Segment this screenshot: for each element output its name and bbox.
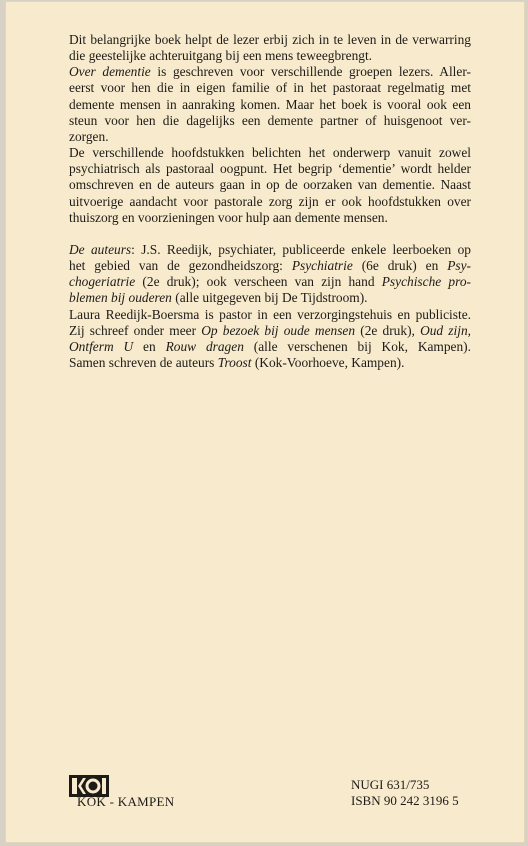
text-segment: (Kok-Voorhoeve, Kampen). bbox=[251, 354, 405, 370]
text-line bbox=[69, 194, 471, 210]
cover-footer bbox=[69, 775, 471, 811]
isbn-code: ISBN 90 242 3196 5 bbox=[351, 793, 459, 808]
text-segment: steun voor hen die dagelijks een demente partner of huisgenoot ver- bbox=[69, 112, 471, 128]
paragraph bbox=[69, 64, 471, 145]
text-line bbox=[69, 32, 471, 48]
text-segment: psychiatrisch als pastoraal oogpunt. Het begrip ‘dementie’ wordt helder bbox=[69, 161, 471, 177]
text-line bbox=[69, 258, 471, 274]
italic-title: blemen bij ouderen bbox=[69, 290, 172, 306]
text-segment: Zij schreef onder meer bbox=[69, 322, 202, 338]
text-segment: eerst voor hen die in eigen familie of in het pastoraat regelmatig met bbox=[69, 80, 471, 96]
italic-title: Ontferm U bbox=[69, 338, 134, 354]
blurb-text bbox=[69, 32, 471, 371]
italic-title: Psychiatrie bbox=[291, 258, 353, 274]
text-line bbox=[69, 64, 471, 80]
text-segment: (2e druk), bbox=[355, 322, 421, 338]
text-line bbox=[69, 80, 471, 96]
text-line bbox=[69, 145, 471, 161]
text-line bbox=[69, 161, 471, 177]
text-line bbox=[69, 355, 471, 371]
text-segment: en bbox=[133, 338, 166, 354]
italic-title: De auteurs bbox=[69, 241, 132, 257]
text-segment: demente mensen in aanraking komen. Maar het boek is vooral ook een bbox=[69, 96, 471, 112]
text-segment: De verschillende hoofdstukken belichten het onderwerp vanuit zowel bbox=[69, 145, 471, 161]
text-segment: uitvoerige aandacht voor pastorale zorg zijn er ook hoofdstukken over bbox=[69, 193, 471, 209]
text-line bbox=[69, 210, 471, 226]
text-line bbox=[69, 177, 471, 193]
book-back-cover bbox=[6, 2, 524, 842]
book-codes bbox=[351, 777, 471, 809]
text-segment: Dit belangrijke boek helpt de lezer erbij zich in te leven in de verwarring bbox=[69, 32, 471, 47]
italic-title: Rouw dragen bbox=[165, 338, 244, 354]
text-segment: zorgen. bbox=[69, 128, 109, 144]
text-line bbox=[69, 113, 471, 129]
text-line bbox=[69, 323, 471, 339]
italic-title: Psychische pro- bbox=[381, 274, 471, 290]
text-segment: (6e druk) en bbox=[352, 258, 448, 274]
paragraph bbox=[69, 145, 471, 226]
italic-title: Over dementie bbox=[69, 64, 151, 80]
text-segment: Laura Reedijk-Boersma is pastor in een verzorgingstehuis en publiciste. bbox=[69, 306, 471, 322]
italic-title: Troost bbox=[217, 354, 252, 370]
nugi-code: NUGI 631/735 bbox=[351, 777, 430, 792]
paragraph bbox=[69, 242, 471, 307]
paragraph bbox=[69, 307, 471, 372]
text-line bbox=[69, 339, 471, 355]
text-segment: (alle verschenen bij Kok, Kampen). bbox=[243, 338, 471, 354]
paragraph-gap bbox=[69, 226, 471, 242]
text-segment: die geestelijke achteruitgang bij een mens teweegbrengt. bbox=[69, 48, 373, 64]
text-line bbox=[69, 48, 471, 64]
text-segment: is geschreven voor verschillende groepen lezers. Aller- bbox=[150, 64, 471, 80]
text-line bbox=[69, 290, 471, 306]
text-line bbox=[69, 129, 471, 145]
text-line bbox=[69, 97, 471, 113]
italic-title: Oud zijn, bbox=[420, 322, 471, 338]
text-line bbox=[69, 307, 471, 323]
text-segment: thuiszorg en voorzieningen voor hulp aan demente mensen. bbox=[69, 209, 388, 225]
text-segment: Samen schreven de auteurs bbox=[69, 354, 218, 370]
text-segment: (2e druk); ook verscheen van zijn hand bbox=[135, 274, 382, 290]
text-line bbox=[69, 242, 471, 258]
italic-title: Psy- bbox=[447, 258, 471, 274]
text-segment: het gebied van de gezondheidszorg: bbox=[69, 258, 292, 274]
text-segment: omschreven en de auteurs gaan in op de oorzaken van dementie. Naast bbox=[69, 177, 471, 193]
italic-title: chogeriatrie bbox=[69, 274, 136, 290]
text-segment: (alle uitgegeven bij De Tijdstroom). bbox=[171, 290, 368, 306]
italic-title: Op bezoek bij oude mensen bbox=[201, 322, 356, 338]
text-segment: : J.S. Reedijk, psychiater, publiceerde enkele leerboeken op bbox=[131, 241, 471, 257]
publisher-name: KOK - KAMPEN bbox=[77, 794, 175, 809]
paragraph bbox=[69, 32, 471, 64]
text-line bbox=[69, 274, 471, 290]
